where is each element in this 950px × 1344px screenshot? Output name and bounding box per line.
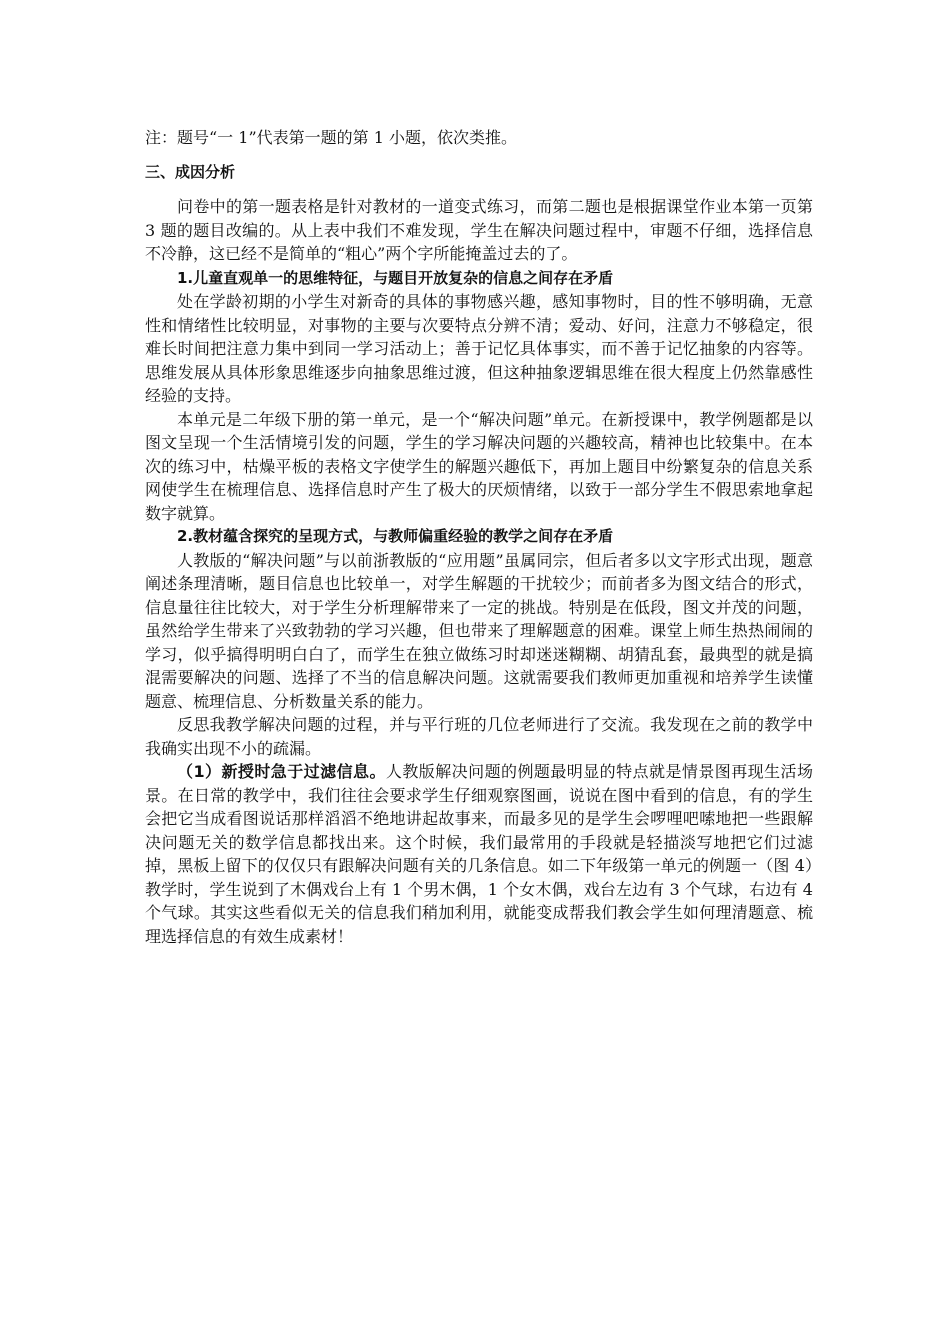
- paragraph-1a: 处在学龄初期的小学生对新奇的具体的事物感兴趣，感知事物时，目的性不够明确，无意性和情绪性比较明显，对事物的主要与次要特点分辨不清；爱动、好问，注意力不够稳定，很难长时间把注意力集中到同一学习活动上；善于记忆具体事实，而不善于记忆抽象的内容等。思维发展从具体形象思维逐步向抽象思维过渡，但这种抽象逻辑思维在很大程度上仍然靠感性经验的支持。: [145, 292, 813, 405]
- table-note: 注：题号“一 1”代表第一题的第 1 小题，依次类推。: [145, 128, 517, 147]
- point-1-body: 人教版解决问题的例题最明显的特点就是情景图再现生活场景。在日常的教学中，我们往往会要求学生仔细观察图画，说说在图中看到的信息，有的学生会把它当成看图说话那样滔滔不绝地讲起故事来，而最多见的是学生会啰哩吧嗦地把一些跟解决问题无关的数学信息都找出来。这个时候，我们最常用的手段就是轻描淡写地把它们过滤掉，黑板上留下的仅仅只有跟解决问题有关的几条信息。如二下年级第一单元的例题一（图 4）教学时，学生说到了木偶戏台上有 1 个男木偶，1 个女木偶，戏台左边有 3 个气球，右边有 4 个气球。其实这些看似无关的信息我们稍加利用，就能变成帮我们教会学生如何理清题意、梳理选择信息的有效生成素材！: [145, 762, 813, 946]
- document-body: [145, 126, 813, 948]
- paragraph-2a: 人教版的“解决问题”与以前浙教版的“应用题”虽属同宗，但后者多以文字形式出现，题意阐述条理清晰，题目信息也比较单一，对学生解题的干扰较少；而前者多为图文结合的形式，信息量往往比较大，对于学生分析理解带来了一定的挑战。特别是在低段，图文并茂的问题，虽然给学生带来了兴致勃勃的学习兴趣，但也带来了理解题意的困难。课堂上师生热热闹闹的学习，似乎搞得明明白白了，而学生在独立做练习时却迷迷糊糊、胡猜乱套，最典型的就是搞混需要解决的问题、选择了不当的信息解决问题。这就需要我们教师更加重视和培养学生读懂题意、梳理信息、分析数量关系的能力。: [145, 550, 813, 711]
- subheading-2: 2.教材蕴含探究的呈现方式，与教师偏重经验的教学之间存在矛盾: [177, 527, 614, 545]
- paragraph-intro: 问卷中的第一题表格是针对教材的一道变式练习，而第二题也是根据课堂作业本第一页第 3 题的题目改编的。从上表中我们不难发现，学生在解决问题过程中，审题不仔细，选择信息不冷静，这已经不是简单的“粗心”两个字所能掩盖过去的了。: [145, 197, 813, 263]
- section-heading: 三、成因分析: [145, 162, 236, 181]
- paragraph-1b: 本单元是二年级下册的第一单元，是一个“解决问题”单元。在新授课中，教学例题都是以图文呈现一个生活情境引发的问题，学生的学习解决问题的兴趣较高，精神也比较集中。在本次的练习中，枯燥平板的表格文字使学生的解题兴趣低下，再加上题目中纷繁复杂的信息关系网使学生在梳理信息、选择信息时产生了极大的厌烦情绪，以致于一部分学生不假思索地拿起数字就算。: [145, 409, 813, 523]
- subheading-1: 1.儿童直观单一的思维特征，与题目开放复杂的信息之间存在矛盾: [177, 268, 614, 287]
- paragraph-2b: 反思我教学解决问题的过程，并与平行班的几位老师进行了交流。我发现在之前的教学中我确实出现不小的疏漏。: [145, 715, 813, 758]
- paragraph-point-1: [145, 760, 813, 948]
- point-1-lead: （1）新授时急于过滤信息。: [177, 762, 386, 781]
